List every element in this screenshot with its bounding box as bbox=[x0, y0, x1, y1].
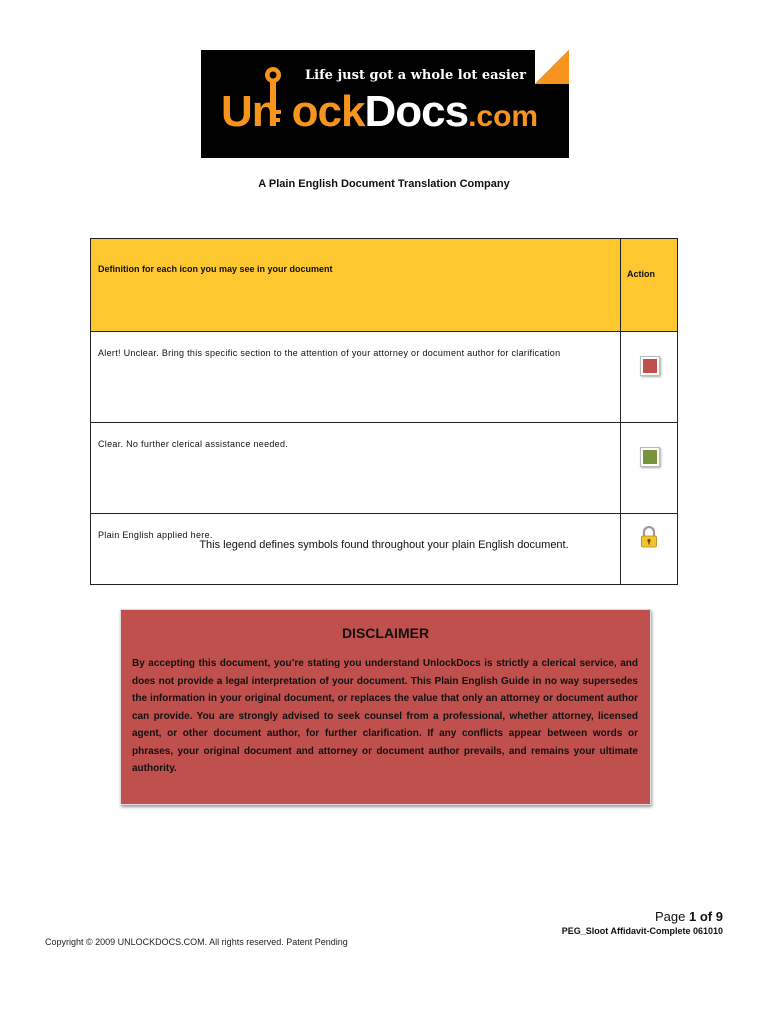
logo-wordmark bbox=[221, 84, 538, 145]
legend-row-icon-cell bbox=[621, 423, 678, 514]
page-number bbox=[655, 909, 723, 924]
disclaimer-title: DISCLAIMER bbox=[341, 625, 430, 641]
legend-header-definition: Definition for each icon you may see in your document bbox=[91, 239, 621, 332]
legend-header-action: Action bbox=[621, 239, 678, 332]
disclaimer-box bbox=[120, 609, 651, 805]
logo-wordmark-docs: Docs bbox=[364, 87, 469, 136]
green-square-icon bbox=[640, 447, 660, 467]
legend-row-text: Clear. No further clerical assistance needed. bbox=[91, 423, 621, 514]
page-of: of bbox=[699, 909, 713, 924]
company-subtitle: A Plain English Document Translation Company bbox=[258, 178, 510, 190]
page-label: Page bbox=[655, 909, 686, 924]
legend-row-text: Plain English applied here. bbox=[91, 514, 621, 585]
legend-header-row bbox=[91, 239, 678, 332]
logo-wordmark-ock: ock bbox=[291, 87, 365, 136]
page-current: 1 bbox=[689, 909, 697, 924]
copyright-notice: Copyright © 2009 UNLOCKDOCS.COM. All rights reserved. Patent Pending bbox=[45, 937, 348, 947]
legend-row-clear bbox=[91, 423, 678, 514]
icon-legend-table bbox=[90, 238, 678, 585]
unlockdocs-logo bbox=[201, 50, 569, 158]
red-square-icon bbox=[640, 356, 660, 376]
document-reference: PEG_Sloot Affidavit-Complete 061010 bbox=[561, 926, 723, 936]
legend-row-text: Alert! Unclear. Bring this specific section to the attention of your attorney or document author for clarification bbox=[91, 332, 621, 423]
logo-wordmark-un: Un bbox=[221, 87, 278, 136]
logo-wordmark-com: .com bbox=[468, 100, 539, 133]
legend-row-icon-cell bbox=[621, 332, 678, 423]
page-total: 9 bbox=[715, 909, 723, 924]
logo-page-fold bbox=[535, 50, 569, 84]
logo-tagline: Life just got a whole lot easier bbox=[305, 68, 526, 83]
disclaimer-body: By accepting this document, you’re stating you understand UnlockDocs is strictly a clerical service, and does not provide a legal interpretation of your document. This Plain English Guide in no way supersedes the information in your original document, or replaces the value that only an attorney or document author can provide. You are strongly advised to seek counsel from a professional, whether attorney, licensed agent, or other document author, for further clarification. If any conflicts appear between words or phrases, your original document and attorney or document author prevails, and remains your ultimate authority. bbox=[132, 658, 638, 774]
legend-note: This legend defines symbols found throughout your plain English document. bbox=[199, 539, 569, 551]
legend-row-alert bbox=[91, 332, 678, 423]
